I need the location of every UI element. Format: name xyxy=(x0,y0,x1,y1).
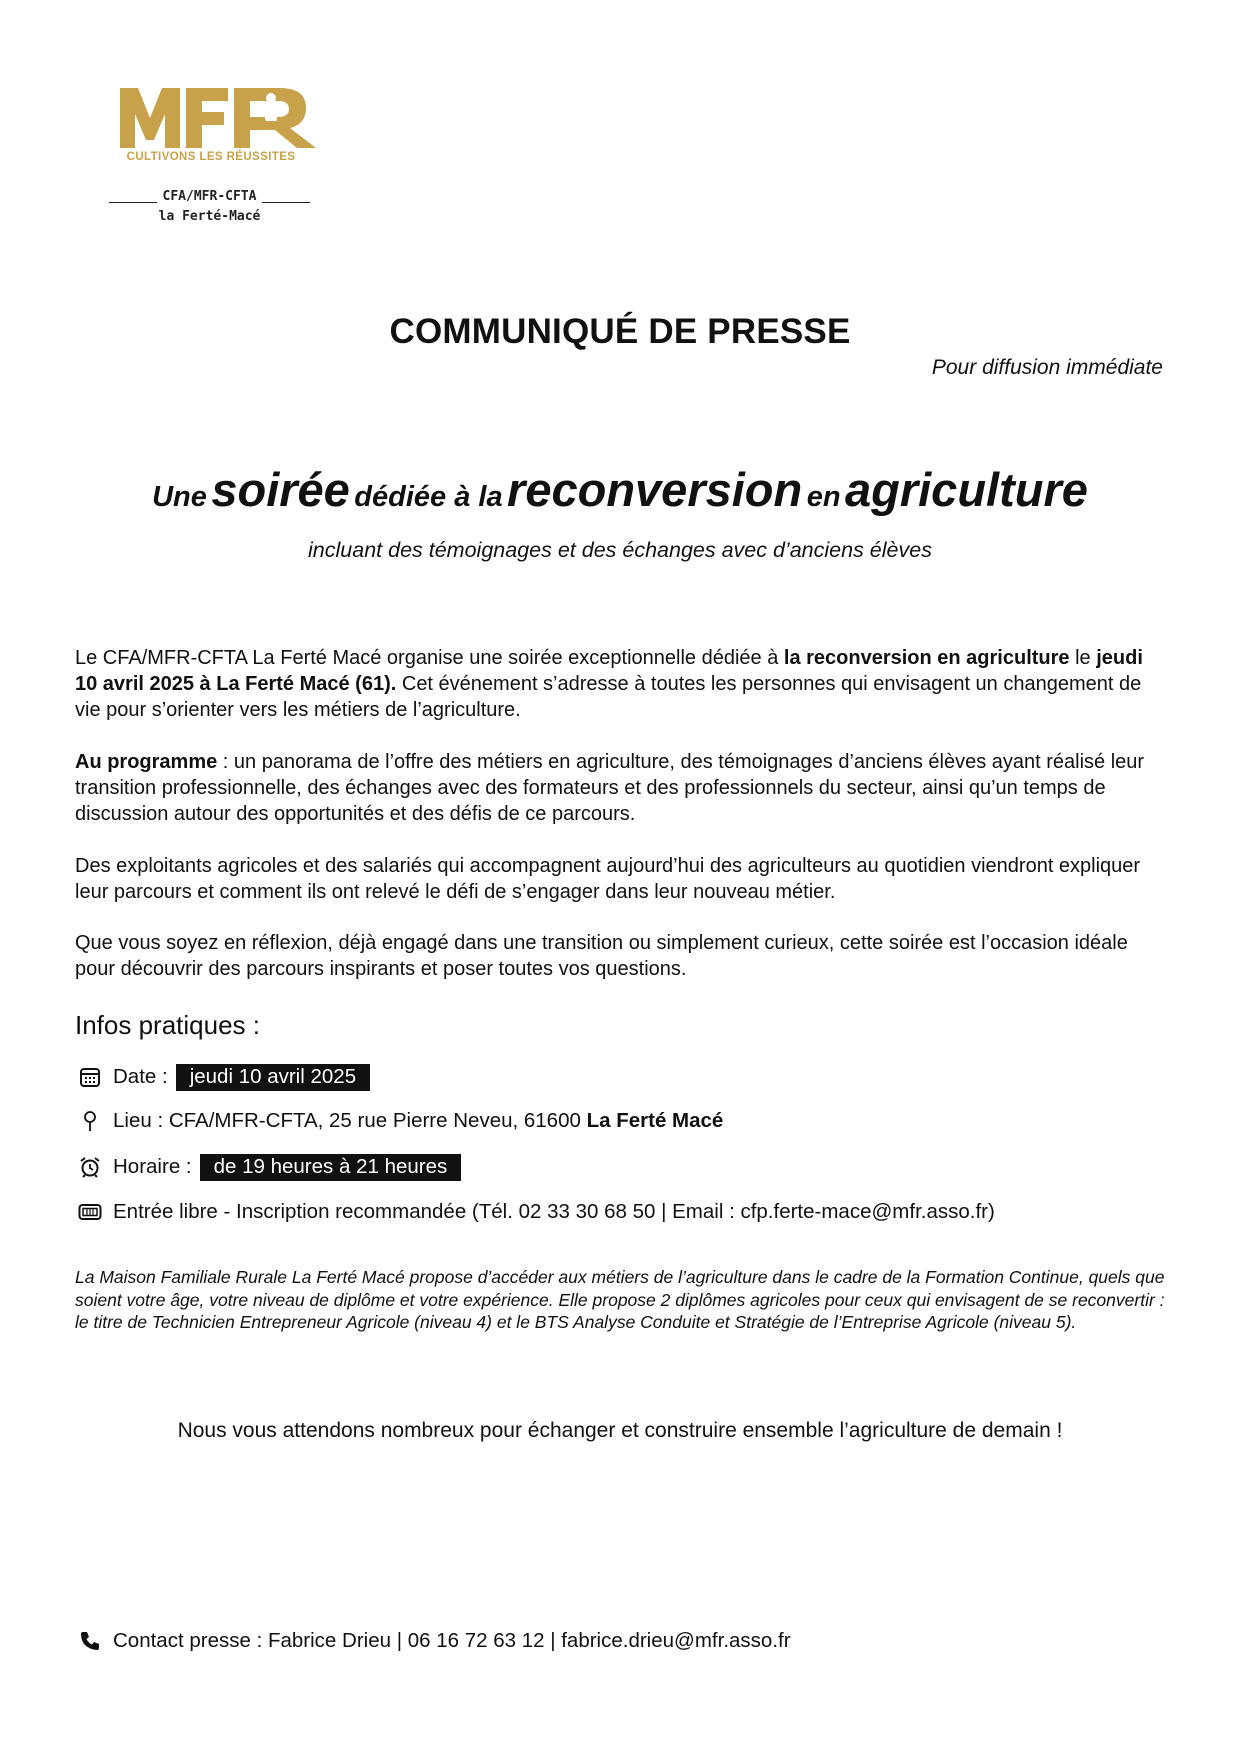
infos-title: Infos pratiques : xyxy=(75,1010,260,1040)
info-location: Lieu : CFA/MFR-CFTA, 25 rue Pierre Neveu, 61600 La Ferté Macé xyxy=(78,1106,723,1136)
alarm-clock-icon xyxy=(78,1155,102,1179)
info-date: Date : jeudi 10 avril 2025 xyxy=(78,1062,370,1092)
press-contact: Contact presse : Fabrice Drieu | 06 16 72 63 12 | fabrice.drieu@mfr.asso.fr xyxy=(78,1626,791,1656)
organization-name xyxy=(82,187,337,227)
date-value: jeudi 10 avril 2025 xyxy=(176,1064,370,1091)
org-line-2: la Ferté-Macé xyxy=(158,209,261,224)
paragraph-speakers: Des exploitants agricoles et des salariés qui accompagnent aujourd’hui des agriculteurs au quotidien viendront expliquer leur parcours et comment ils ont relevé le défi de s’engager dans leur nouveau métier. xyxy=(75,855,1141,903)
paragraph-audience: Que vous soyez en réflexion, déjà engagé dans une transition ou simplement curieux, cette soirée est l’occasion idéale pour découvrir des parcours inspirants et poser toutes vos questions. xyxy=(75,932,1128,980)
mfr-logo xyxy=(120,88,316,148)
mfr-description-note: La Maison Familiale Rurale La Ferté Macé propose d’accéder aux métiers de l’agriculture dans le cadre de la Formation Continue, quels que soient votre âge, votre niveau de diplôme et votre expérience. Elle propose 2 diplômes agricoles pour ceux qui envisagent de se reconvertir : le titre de Technicien Entrepreneur Agricole (niveau 4) et le BTS Analyse Conduite et Stratégie de l’Entreprise Agricole (niveau 5). xyxy=(75,1267,1165,1332)
diffusion-note: Pour diffusion immédiate xyxy=(931,356,1163,379)
subheadline: incluant des témoignages et des échanges avec d’anciens élèves xyxy=(308,538,932,562)
page-title: COMMUNIQUÉ DE PRESSE xyxy=(389,312,851,351)
info-entry: Entrée libre - Inscription recommandée (Tél. 02 33 30 68 50 | Email : cfp.ferte-mace@mfr.asso.fr) xyxy=(78,1197,995,1227)
headline: Une soirée dédiée à la reconversion en agriculture xyxy=(152,463,1088,516)
closing-line: Nous vous attendons nombreux pour échanger et construire ensemble l’agriculture de demain ! xyxy=(177,1419,1063,1442)
schedule-value: de 19 heures à 21 heures xyxy=(200,1154,462,1181)
phone-icon xyxy=(78,1629,102,1653)
info-schedule: Horaire : de 19 heures à 21 heures xyxy=(78,1152,461,1182)
logo-tagline: CULTIVONS LES RÉUSSITES xyxy=(126,151,296,163)
location-pin-icon xyxy=(78,1109,102,1133)
org-line-1: CFA/MFR-CFTA xyxy=(162,189,257,204)
paragraph-programme: Au programme : un panorama de l’offre des métiers en agriculture, des témoignages d’anciens élèves ayant réalisé leur transition professionnelle, des échanges avec des formateurs et des professionnels du secteur, ainsi qu’un temps de discussion autour des opportunités et des défis de ce parcours. xyxy=(75,751,1145,825)
calendar-icon xyxy=(78,1065,102,1089)
ticket-icon xyxy=(78,1200,102,1224)
paragraph-intro: Le CFA/MFR-CFTA La Ferté Macé organise une soirée exceptionnelle dédiée à la reconversion en agriculture le jeudi 10 avril 2025 à La Ferté Macé (61). Cet événement s’adresse à toutes les personnes qui envisagent un changement de vie pour s’orienter vers les métiers de l’agriculture. xyxy=(75,647,1143,721)
